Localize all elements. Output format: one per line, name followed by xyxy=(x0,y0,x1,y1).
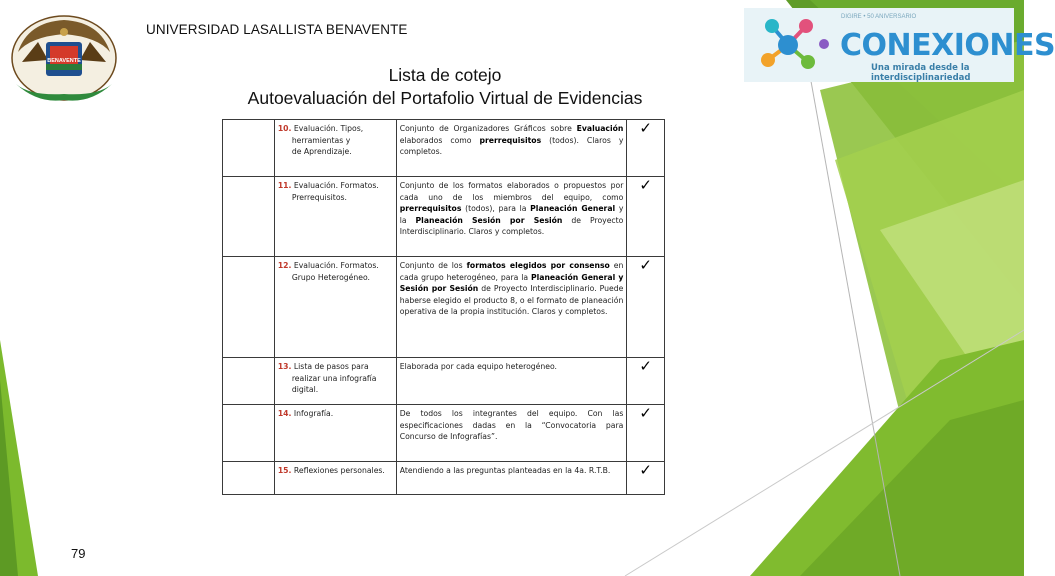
item-number: 12. xyxy=(277,261,292,270)
item-number: 11. xyxy=(277,181,292,190)
conexiones-subtitle: Una mirada desde la interdisciplinariedad xyxy=(871,63,971,83)
checklist-table xyxy=(222,119,665,495)
item-label-line: digital. xyxy=(291,385,319,394)
checkmark-cell xyxy=(627,177,665,257)
criteria-cell xyxy=(396,120,627,177)
row-blank-cell xyxy=(223,177,275,257)
criteria-text: Atendiendo a las preguntas planteadas en la 4a. R.T.B. xyxy=(399,466,611,475)
item-cell xyxy=(274,177,396,257)
criteria-text: y la xyxy=(399,204,624,225)
criteria-text: (todos). Claros y completos. xyxy=(399,135,624,156)
criteria-text: elaborados como xyxy=(399,135,480,145)
criteria-cell xyxy=(396,358,627,405)
item-cell xyxy=(274,257,396,358)
checkmark-cell xyxy=(627,358,665,405)
checkmark-icon: ✓ xyxy=(639,119,652,137)
criteria-cell xyxy=(396,405,627,462)
university-name: UNIVERSIDAD LASALLISTA BENAVENTE xyxy=(146,22,408,37)
item-label-line: herramientas y xyxy=(291,135,351,145)
criteria-cell xyxy=(396,462,627,495)
row-blank-cell xyxy=(223,358,275,405)
item-number: 15. xyxy=(277,466,292,475)
table-row xyxy=(223,120,665,177)
item-label-line: Reflexiones personales. xyxy=(293,466,385,475)
criteria-text: Conjunto de Organizadores Gráficos sobre xyxy=(399,124,577,133)
row-blank-cell xyxy=(223,120,275,177)
criteria-cell xyxy=(396,257,627,358)
item-label-line: Evaluación. Tipos, xyxy=(293,124,364,133)
item-number: 10. xyxy=(277,124,292,133)
criteria-bold-text: Planeación General xyxy=(530,204,616,213)
item-cell xyxy=(274,462,396,495)
criteria-bold-text: formatos elegidos por consenso xyxy=(466,261,610,270)
checkmark-cell xyxy=(627,462,665,495)
criteria-text: Elaborada por cada equipo heterogéneo. xyxy=(399,362,557,371)
item-cell xyxy=(274,120,396,177)
criteria-bold-text: Evaluación xyxy=(576,124,624,133)
table-row xyxy=(223,257,665,358)
item-number: 13. xyxy=(277,362,292,371)
criteria-text: de Proyecto Interdisciplinario. Puede haberse elegido el producto 8, o el formato de planeación operativa de la propia institución. Claros y completos. xyxy=(399,284,624,316)
criteria-text: Conjunto de los xyxy=(399,261,467,270)
item-number: 14. xyxy=(277,409,292,418)
item-label-line: Evaluación. Formatos. xyxy=(293,181,379,190)
row-blank-cell xyxy=(223,405,275,462)
checkmark-icon: ✓ xyxy=(639,176,652,194)
criteria-text: Conjunto de los formatos elaborados o propuestos por cada uno de los miembros del equipo, como xyxy=(399,181,624,202)
criteria-text: De todos los integrantes del equipo. Con las especificaciones dadas en la “Convocatoria para Concurso de Infografías”. xyxy=(399,409,624,441)
table-row xyxy=(223,358,665,405)
checkmark-icon: ✓ xyxy=(639,256,652,274)
item-label-line: de Aprendizaje. xyxy=(291,147,352,156)
item-label-line: Prerrequisitos. xyxy=(291,192,347,202)
page-number: 79 xyxy=(71,546,86,561)
conexiones-title: CONEXIONES xyxy=(840,28,1055,63)
item-cell xyxy=(274,405,396,462)
table-row xyxy=(223,177,665,257)
criteria-cell xyxy=(396,177,627,257)
table-row xyxy=(223,405,665,462)
row-blank-cell xyxy=(223,462,275,495)
checkmark-cell xyxy=(627,120,665,177)
item-label-line: realizar una infografía xyxy=(291,373,377,383)
conexiones-tag: DIGIRE • 50 ANIVERSARIO xyxy=(841,14,917,20)
criteria-bold-text: prerrequisitos xyxy=(399,204,462,213)
row-blank-cell xyxy=(223,257,275,358)
item-label-line: Lista de pasos para xyxy=(293,362,369,371)
criteria-text: de Proyecto Interdisciplinario. Claros y completos. xyxy=(399,215,624,236)
criteria-text: en cada grupo heterogéneo, para la xyxy=(399,261,624,282)
item-cell xyxy=(274,358,396,405)
table-row xyxy=(223,462,665,495)
checkmark-icon: ✓ xyxy=(639,461,652,479)
criteria-text: (todos), para la xyxy=(461,204,531,213)
checkmark-icon: ✓ xyxy=(639,404,652,422)
checkmark-cell xyxy=(627,257,665,358)
item-label-line: Infografía. xyxy=(293,409,334,418)
crest-text: BENAVENTE xyxy=(47,58,81,64)
slide-title-line2: Autoevaluación del Portafolio Virtual de Evidencias xyxy=(247,88,643,108)
checkmark-icon: ✓ xyxy=(639,357,652,375)
criteria-bold-text: Planeación General y Sesión por Sesión xyxy=(399,272,624,293)
criteria-bold-text: prerrequisitos xyxy=(479,135,542,145)
slide-title-line1: Lista de cotejo xyxy=(388,65,502,85)
checkmark-cell xyxy=(627,405,665,462)
item-label-line: Evaluación. Formatos. xyxy=(293,261,379,270)
criteria-bold-text: Planeación Sesión por Sesión xyxy=(415,215,563,225)
item-label-line: Grupo Heterogéneo. xyxy=(291,272,371,282)
